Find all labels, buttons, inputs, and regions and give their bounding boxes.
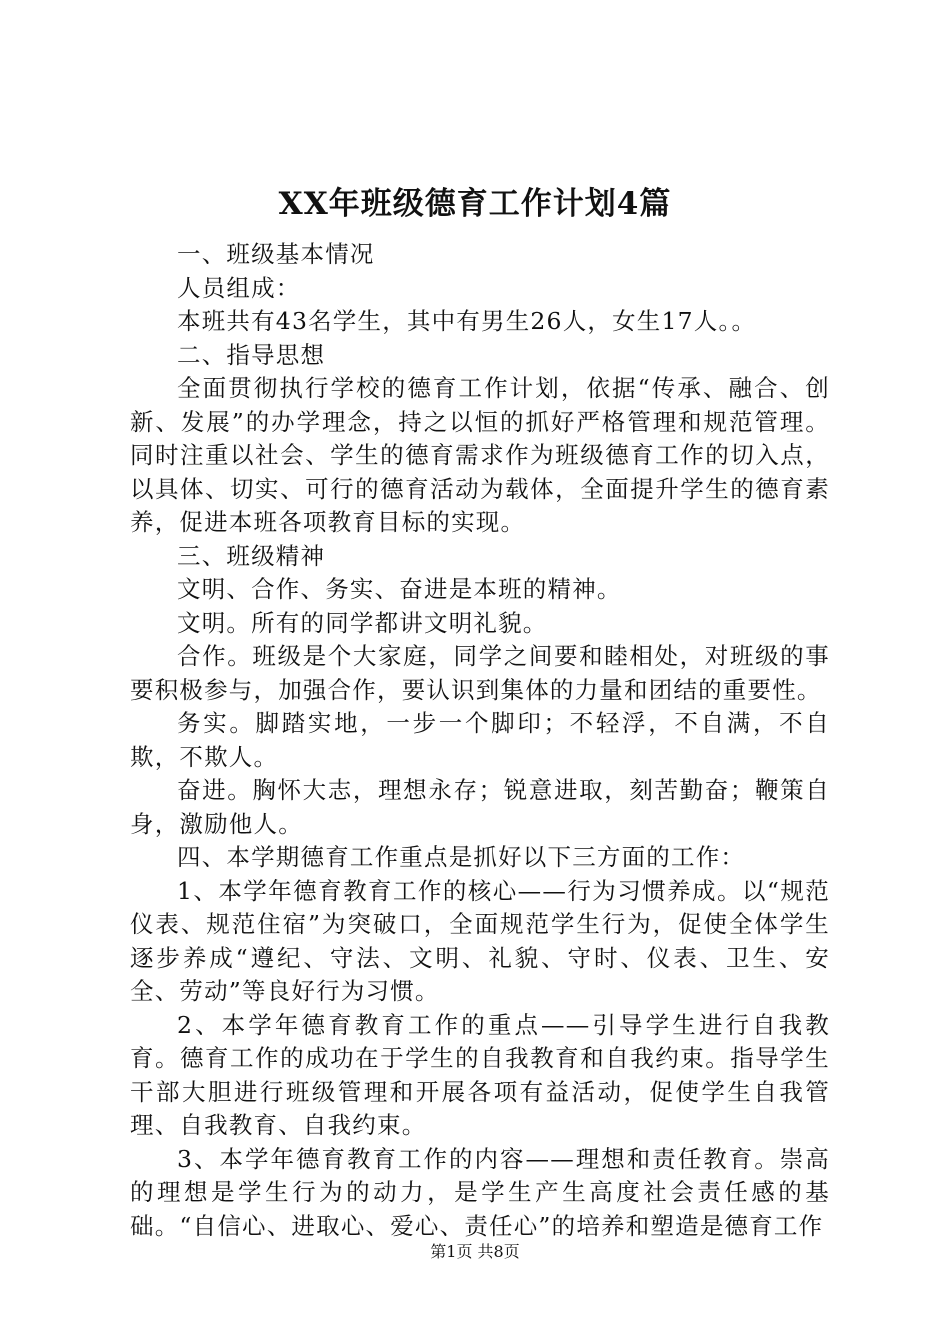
paragraph: 务实。脚踏实地，一步一个脚印；不轻浮，不自满，不自欺，不欺人。	[130, 709, 830, 771]
document-title: XX年班级德育工作计划4篇	[278, 186, 672, 222]
paragraph: 本班共有43名学生，其中有男生26人，女生17人。。	[177, 307, 757, 335]
paragraph: 人员组成：	[177, 273, 301, 302]
paragraph: 文明、合作、务实、奋进是本班的精神。	[177, 575, 622, 603]
paragraph: 四、本学期德育工作重点是抓好以下三方面的工作：	[177, 843, 746, 871]
paragraph: 2、本学年德育教育工作的重点——引导学生进行自我教育。德育工作的成功在于学生的自我教育和自我约束。指导学生干部大胆进行班级管理和开展各项有益活动，促使学生自我管理、自我教育、自我约束。	[130, 1010, 830, 1139]
paragraph: 全面贯彻执行学校的德育工作计划，依据“传承、融合、创新、发展”的办学理念，持之以恒的抓好严格管理和规范管理。同时注重以社会、学生的德育需求作为班级德育工作的切入点，以具体、切实、可行的德育活动为载体，全面提升学生的德育素养，促进本班各项教育目标的实现。	[130, 374, 830, 536]
paragraph: 合作。班级是个大家庭，同学之间要和睦相处，对班级的事要积极参与，加强合作，要认识到集体的力量和团结的重要性。	[130, 642, 830, 704]
document-body	[130, 238, 830, 1243]
page-footer: 第1页 共8页	[430, 1242, 520, 1261]
paragraph: 1、本学年德育教育工作的核心——行为习惯养成。以“规范仪表、规范住宿”为突破口，全面规范学生行为，促使全体学生逐步养成“遵纪、守法、文明、礼貌、守时、仪表、卫生、安全、劳动”等良好行为习惯。	[130, 876, 830, 1005]
paragraph: 奋进。胸怀大志，理想永存；锐意进取，刻苦勤奋；鞭策自身，激励他人。	[130, 776, 830, 838]
paragraph: 二、指导思想	[177, 340, 326, 369]
paragraph: 文明。所有的同学都讲文明礼貌。	[177, 608, 548, 637]
paragraph: 三、班级精神	[177, 541, 326, 570]
paragraph: 3、本学年德育教育工作的内容——理想和责任教育。崇高的理想是学生行为的动力，是学生产生高度社会责任感的基础。“自信心、进取心、爱心、责任心”的培养和塑造是德育工作	[130, 1144, 830, 1240]
paragraph: 一、班级基本情况	[177, 240, 375, 268]
